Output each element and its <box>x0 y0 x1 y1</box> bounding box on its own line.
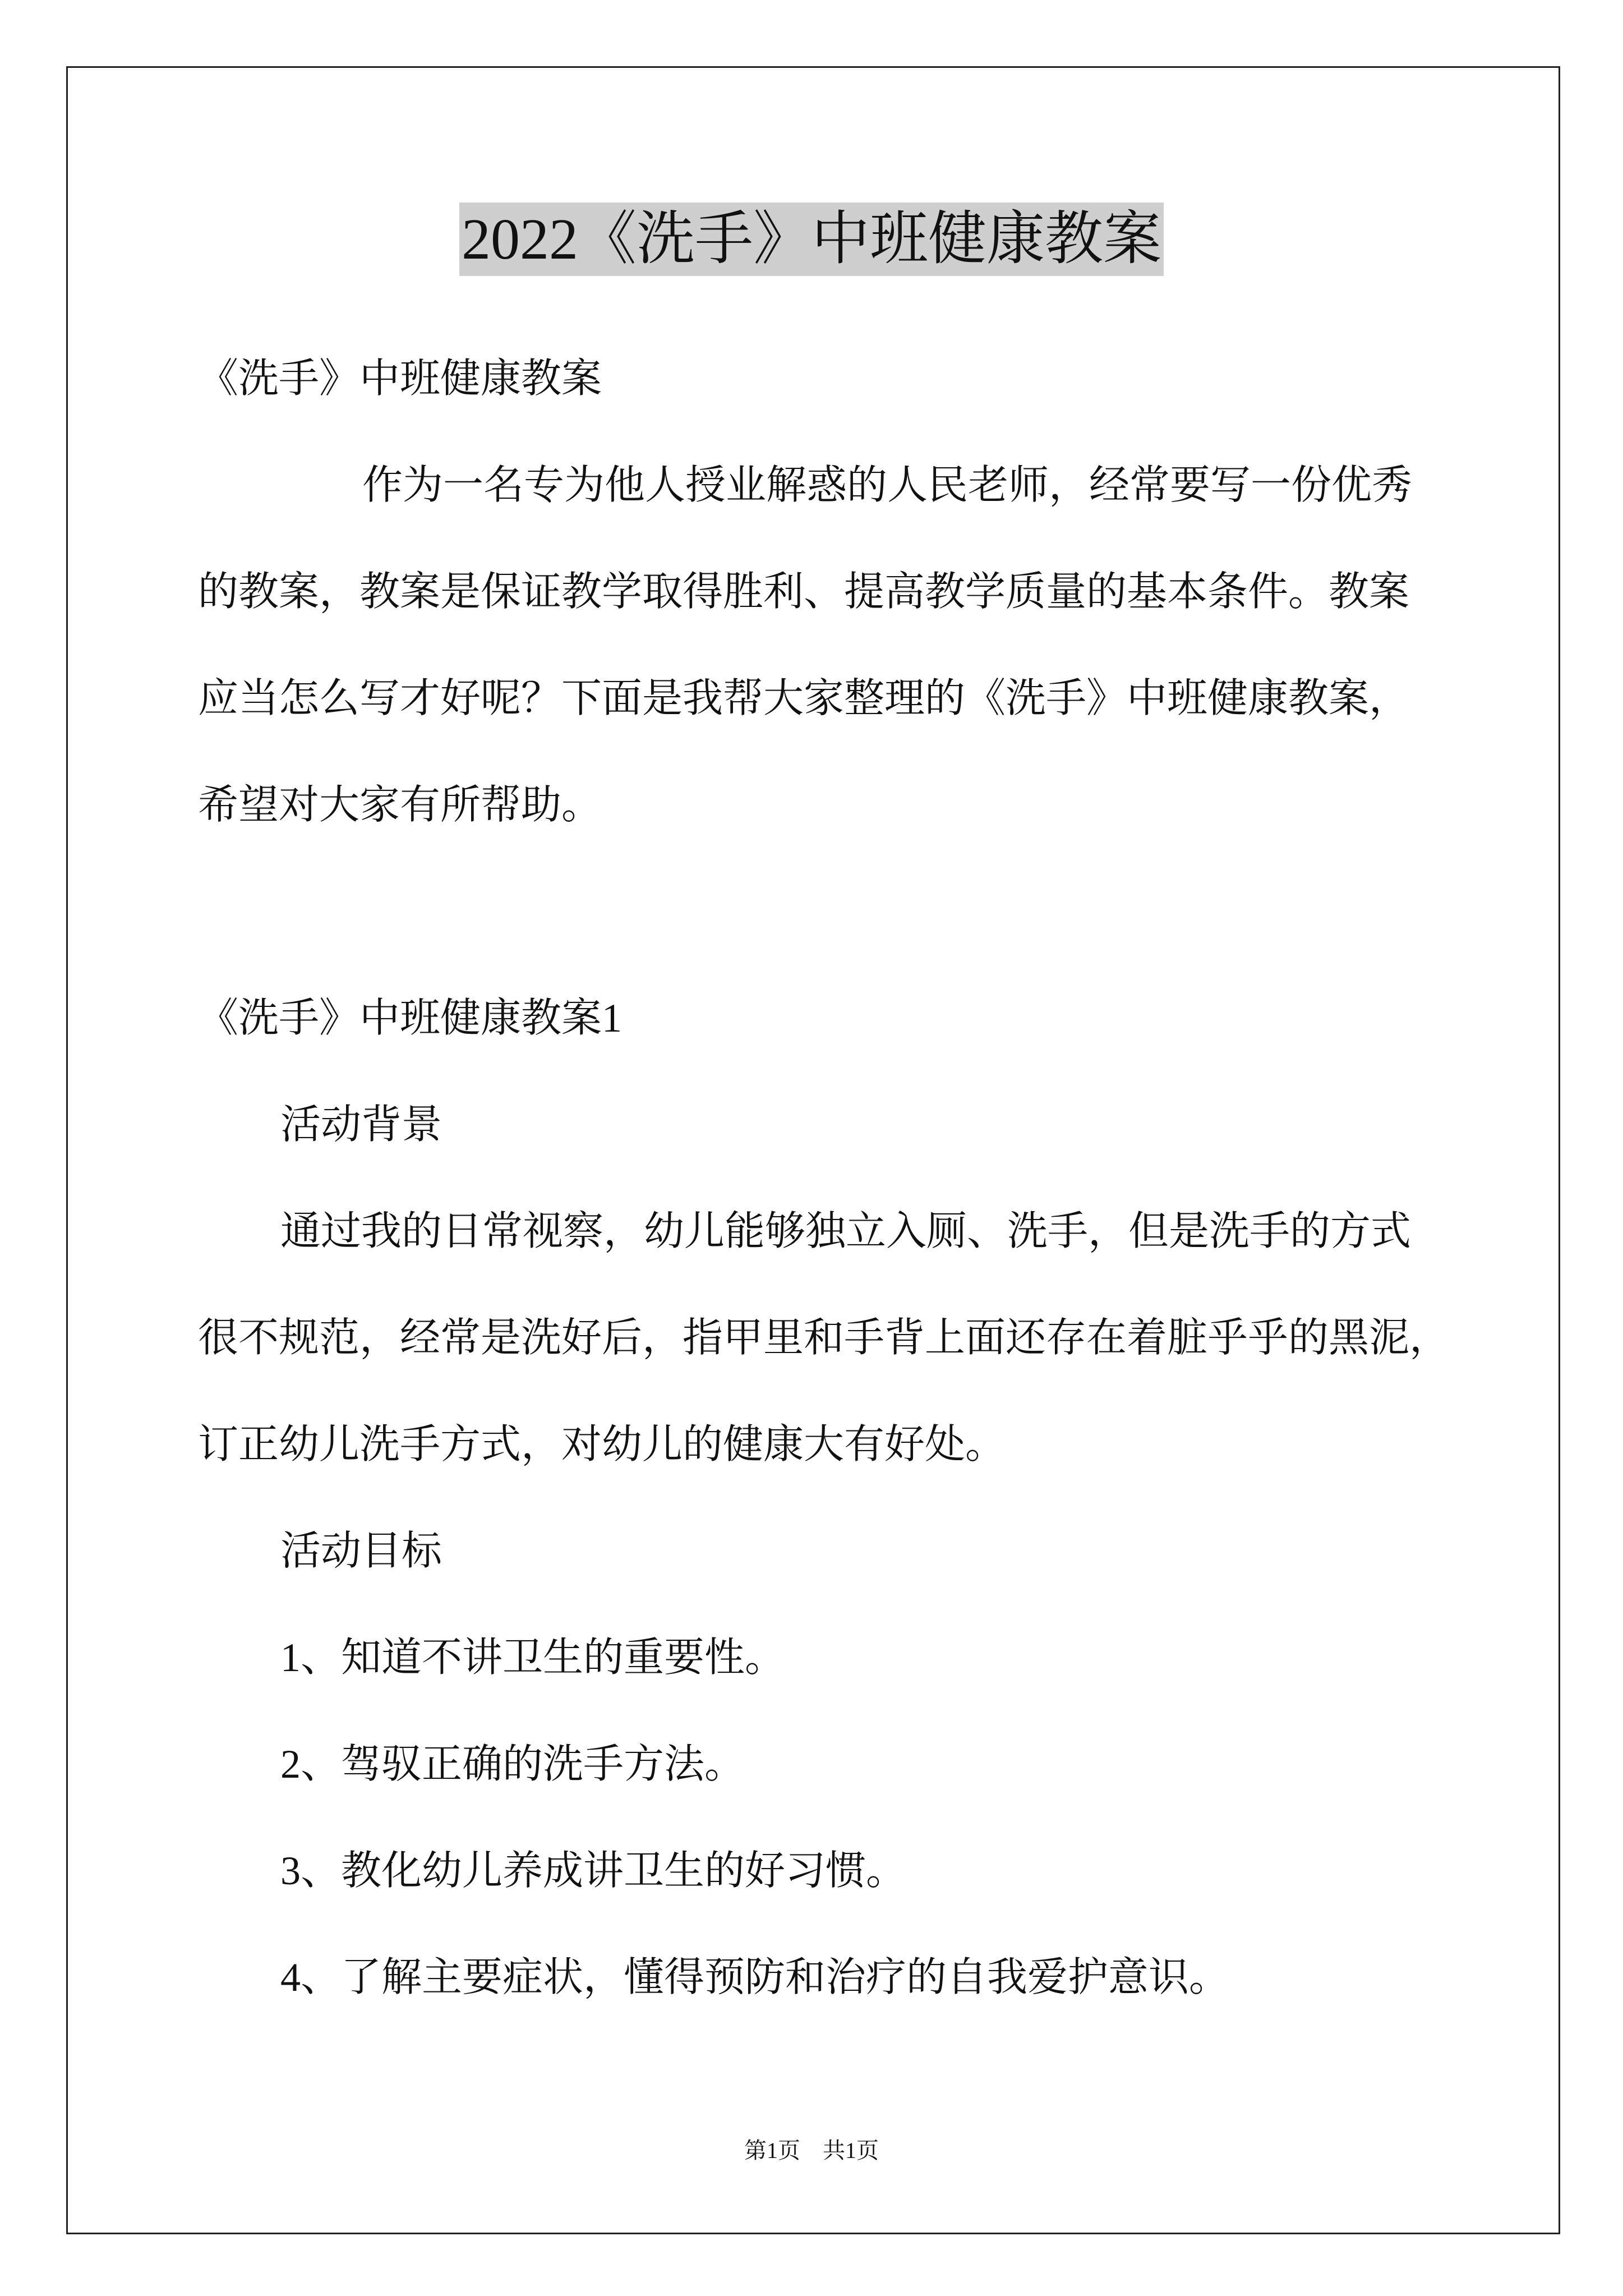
section-heading: 《洗手》中班健康教案1 <box>198 996 623 1041</box>
background-paragraph <box>198 1178 1533 1498</box>
background-line: 通过我的日常视察，幼儿能够独立入厕、洗手，但是洗手的方式 <box>280 1209 1412 1254</box>
document-subtitle: 《洗手》中班健康教案 <box>198 356 602 401</box>
goal-item: 1、知道不讲卫生的重要性。 <box>280 1635 786 1680</box>
intro-line: 希望对大家有所帮助。 <box>198 783 602 827</box>
document-body <box>198 325 1533 2031</box>
goal-item: 3、教化幼儿养成讲卫生的好习惯。 <box>280 1848 907 1893</box>
goals-heading: 活动目标 <box>280 1529 442 1573</box>
section-1 <box>198 965 1533 2031</box>
page-number-total: 共1页 <box>823 2138 879 2163</box>
page-number-current: 第1页 <box>744 2138 800 2163</box>
goal-item: 2、驾驭正确的洗手方法。 <box>280 1742 745 1787</box>
title-row <box>0 203 1623 276</box>
background-heading: 活动背景 <box>280 1102 442 1147</box>
intro-paragraph <box>198 432 1533 858</box>
intro-line: 作为一名专为他人授业解惑的人民老师，经常要写一份优秀 <box>362 463 1413 508</box>
background-line: 很不规范，经常是洗好后，指甲里和手背上面还存在着脏乎乎的黑泥， <box>198 1315 1450 1360</box>
background-line: 订正幼儿洗手方式，对幼儿的健康大有好处。 <box>198 1422 1006 1467</box>
document-title: 2022《洗手》中班健康教案 <box>459 203 1164 276</box>
goals-list <box>198 1604 1533 2031</box>
page-footer <box>0 2137 1623 2164</box>
intro-line: 的教案，教案是保证教学取得胜利、提高教学质量的基本条件。教案 <box>198 569 1410 614</box>
goal-item: 4、了解主要症状，懂得预防和治疗的自我爱护意识。 <box>280 1955 1230 2000</box>
intro-line: 应当怎么写才好呢？下面是我帮大家整理的《洗手》中班健康教案， <box>198 676 1410 721</box>
